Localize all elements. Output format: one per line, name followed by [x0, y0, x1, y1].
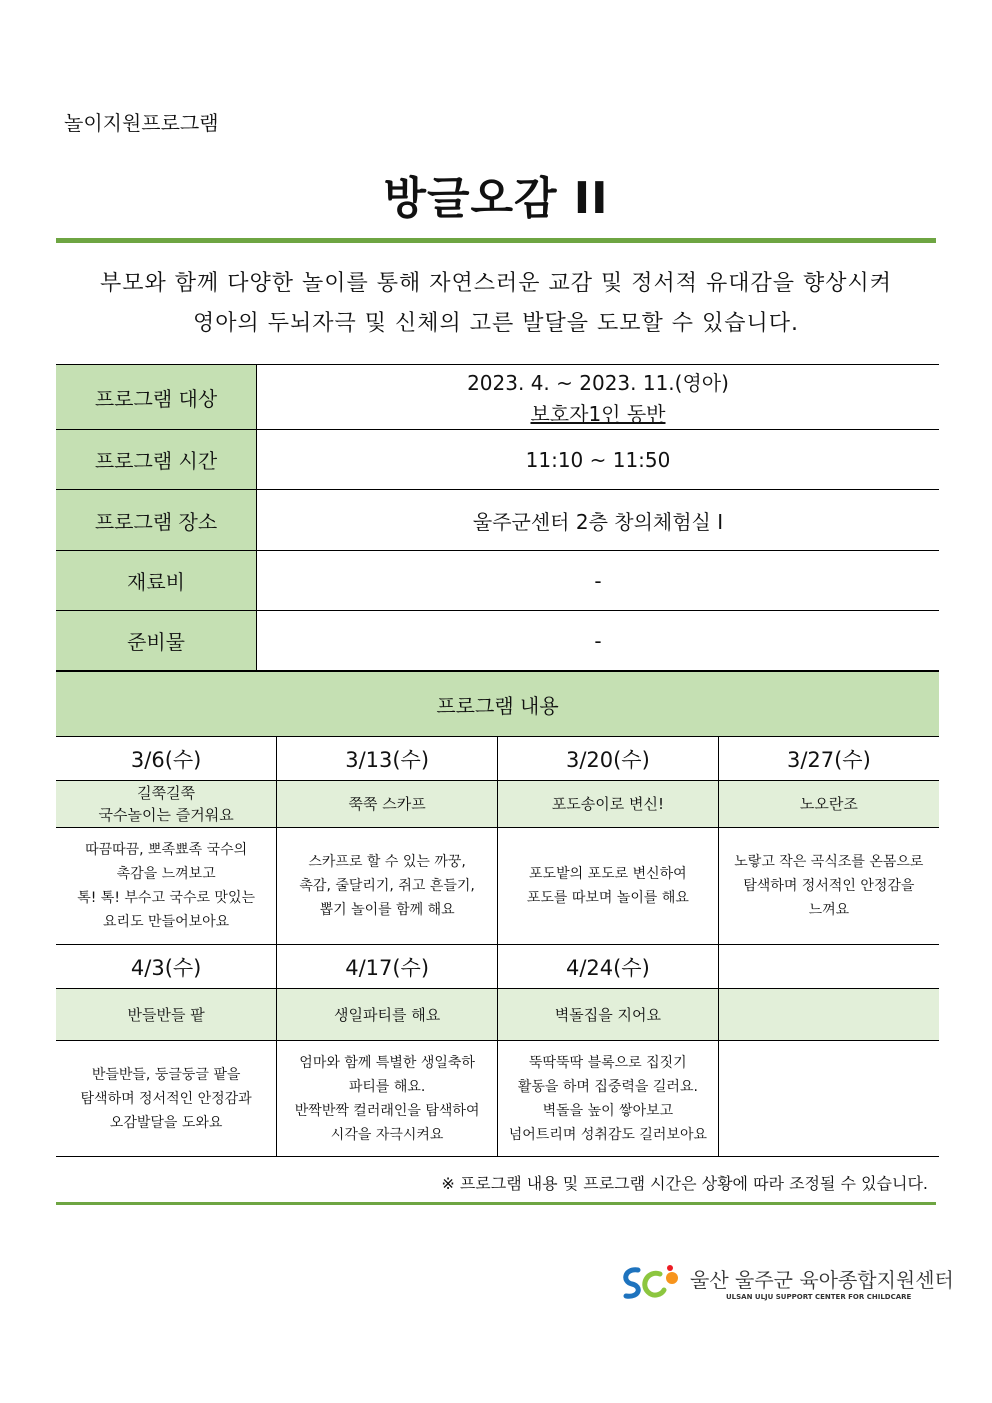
session-topic: 쭉쭉 스카프 [277, 781, 498, 828]
desc-line: 오감발달을 도와요 [109, 1114, 223, 1131]
session-description [56, 1041, 277, 1157]
prep-value: - [257, 611, 940, 671]
info-row-time [56, 430, 939, 490]
center-logo [620, 1262, 954, 1306]
desc-line: 반들반들, 둥글둥글 팥을 [91, 1066, 241, 1083]
session-topic [56, 781, 277, 828]
schedule-note: ※ 프로그램 내용 및 프로그램 시간은 상황에 따라 조정될 수 있습니다. [441, 1174, 928, 1193]
desc-row-2 [56, 1041, 939, 1157]
topic-row-2 [56, 989, 939, 1041]
date-row-2 [56, 945, 939, 989]
desc-line: 촉감을 느껴보고 [116, 866, 216, 882]
desc-line: 촉감, 줄달리기, 쥐고 흔들기, [299, 878, 475, 894]
session-topic-line: 국수놀이는 즐거워요 [98, 806, 234, 824]
desc-row-1 [56, 828, 939, 945]
session-date-empty [718, 945, 939, 989]
session-date: 3/13(수) [277, 737, 498, 781]
desc-line: 시각을 자극시켜요 [330, 1126, 444, 1143]
desc-line: 엄마와 함께 특별한 생일축하 [299, 1054, 475, 1071]
session-topic: 포도송이로 변신! [498, 781, 719, 828]
footer-divider [56, 1202, 936, 1205]
schedule-table [56, 671, 939, 1157]
session-topic: 반들반들 팥 [56, 989, 277, 1041]
session-topic: 벽돌집을 지어요 [498, 989, 719, 1041]
center-name-korean: 울산 울주군 육아종합지원센터 [690, 1268, 954, 1292]
session-description [498, 1041, 719, 1157]
center-logo-icon [620, 1262, 684, 1302]
session-description [498, 828, 719, 945]
session-topic: 노오란조 [718, 781, 939, 828]
desc-line: 반짝반짝 컬러래인을 탐색하여 [294, 1102, 480, 1119]
session-description-empty [718, 1041, 939, 1157]
topic-row-1 [56, 781, 939, 828]
desc-line: 탐색하며 정서적인 안정감을 [743, 878, 915, 894]
date-row-1 [56, 737, 939, 781]
target-period: 2023. 4. ~ 2023. 11.(영아) [467, 371, 729, 395]
session-date: 3/27(수) [718, 737, 939, 781]
desc-line: 넘어트리며 성취감도 길러보아요 [508, 1126, 707, 1143]
desc-line: 벽돌을 높이 쌓아보고 [542, 1102, 674, 1119]
schedule-header-row [56, 672, 939, 737]
session-date: 4/3(수) [56, 945, 277, 989]
session-description [56, 828, 277, 945]
place-value: 울주군센터 2층 창의체험실 I [257, 490, 940, 551]
desc-line: 탐색하며 정서적인 안정감과 [80, 1090, 252, 1107]
prep-label: 준비물 [56, 611, 257, 671]
desc-line: 포도밭의 포도로 변신하여 [529, 866, 687, 882]
session-description [277, 828, 498, 945]
desc-line: 요리도 만들어보아요 [103, 914, 230, 930]
session-topic-line: 길쭉길쭉 [137, 784, 196, 802]
info-row-target [56, 365, 939, 430]
info-row-prep [56, 611, 939, 671]
time-label: 프로그램 시간 [56, 430, 257, 490]
desc-line: 포도를 따보며 놀이를 해요 [526, 890, 689, 906]
page-title: 방글오감 II [383, 173, 609, 224]
title-divider [56, 238, 936, 243]
session-topic-empty [718, 989, 939, 1041]
desc-line: 따끔따끔, 뽀족뾰족 국수의 [85, 842, 248, 858]
time-value: 11:10 ~ 11:50 [257, 430, 940, 490]
target-value [257, 365, 940, 430]
desc-line: 뚝딱뚝딱 블록으로 집짓기 [529, 1054, 687, 1071]
session-date: 4/24(수) [498, 945, 719, 989]
desc-line: 스카프로 할 수 있는 까꿍, [308, 854, 466, 870]
intro-line-2: 영아의 두뇌자극 및 신체의 고른 발달을 도모할 수 있습니다. [193, 311, 799, 336]
desc-line: 파티를 해요. [348, 1078, 426, 1095]
desc-line: 톡! 톡! 부수고 국수로 맛있는 [77, 890, 256, 906]
intro-line-1: 부모와 함께 다양한 놀이를 통해 자연스러운 교감 및 정서적 유대감을 향상시켜 [100, 271, 892, 296]
desc-line: 활동을 하며 집중력을 길러요. [517, 1078, 698, 1095]
desc-line: 뽑기 놀이를 함께 해요 [319, 902, 455, 918]
session-date: 3/20(수) [498, 737, 719, 781]
info-row-place [56, 490, 939, 551]
schedule-header: 프로그램 내용 [56, 672, 939, 737]
center-name-english: ULSAN ULJU SUPPORT CENTER FOR CHILDCARE [726, 1293, 912, 1301]
program-category: 놀이지원프로그램 [64, 111, 219, 135]
fee-label: 재료비 [56, 551, 257, 611]
session-description [277, 1041, 498, 1157]
desc-line: 노랗고 작은 곡식조를 온몸으로 [734, 854, 924, 870]
place-label: 프로그램 장소 [56, 490, 257, 551]
desc-line: 느껴요 [808, 902, 850, 918]
info-row-fee [56, 551, 939, 611]
session-date: 3/6(수) [56, 737, 277, 781]
session-topic: 생일파티를 해요 [277, 989, 498, 1041]
target-label: 프로그램 대상 [56, 365, 257, 430]
target-guardian: 보호자1인 동반 [530, 402, 666, 426]
program-info-table [56, 364, 939, 671]
session-date: 4/17(수) [277, 945, 498, 989]
fee-value: - [257, 551, 940, 611]
session-description [718, 828, 939, 945]
